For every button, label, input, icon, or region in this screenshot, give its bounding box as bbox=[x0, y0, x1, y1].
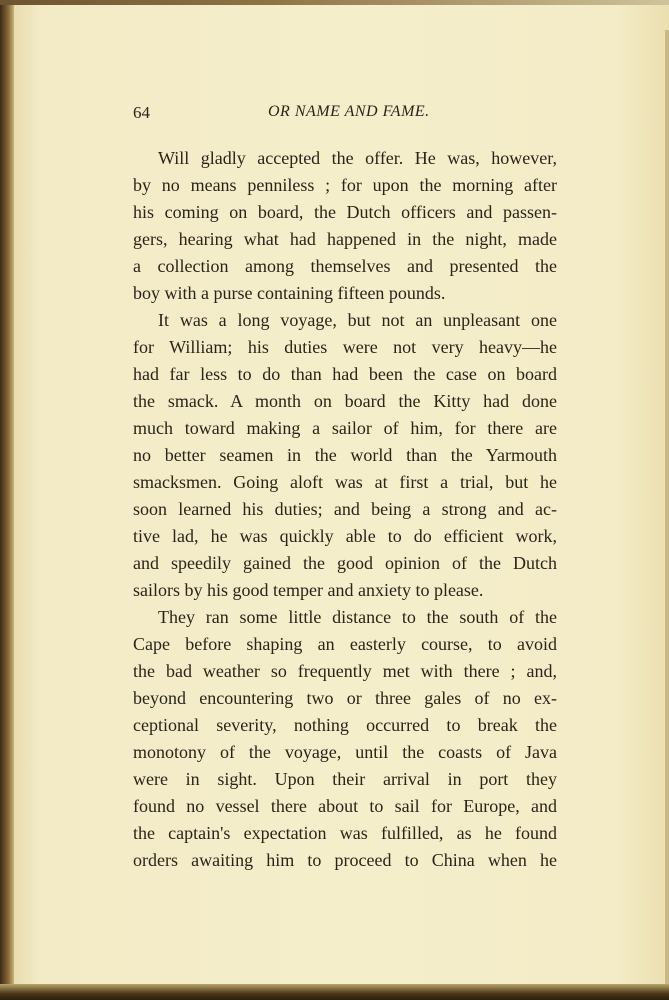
text-line: and speedily gained the good opinion of the Dutch bbox=[133, 553, 557, 573]
text-line: gers, hearing what had happened in the night, made bbox=[133, 229, 557, 249]
text-line: orders awaiting him to proceed to China when he bbox=[133, 850, 557, 870]
page-number: 64 bbox=[133, 103, 150, 122]
text-line: much toward making a sailor of him, for there are bbox=[133, 418, 557, 438]
book-binding bbox=[0, 0, 14, 1000]
text-line: monotony of the voyage, until the coasts of Java bbox=[133, 742, 557, 762]
text-line: the captain's expectation was fulfilled, as he found bbox=[133, 823, 557, 843]
text-line: for William; his duties were not very heavy—he bbox=[133, 337, 557, 357]
text-line: beyond encountering two or three gales of no ex- bbox=[133, 688, 557, 708]
text-line: sailors by his good temper and anxiety to please. bbox=[133, 580, 484, 600]
top-edge bbox=[0, 0, 669, 5]
text-line: the smack. A month on board the Kitty had done bbox=[133, 391, 557, 411]
text-line: a collection among themselves and presented the bbox=[133, 256, 557, 276]
text-line: soon learned his duties; and being a strong and ac- bbox=[133, 499, 557, 519]
text-line: Cape before shaping an easterly course, to avoid bbox=[133, 634, 557, 654]
text-line: the bad weather so frequently met with there ; and, bbox=[133, 661, 557, 681]
text-line: were in sight. Upon their arrival in port they bbox=[133, 769, 557, 789]
page-edge bbox=[665, 30, 669, 990]
text-line: had far less to do than had been the case on board bbox=[133, 364, 557, 384]
running-title: OR NAME AND FAME. bbox=[268, 103, 430, 120]
bottom-edge bbox=[0, 984, 669, 1000]
text-line: smacksmen. Going aloft was at first a trial, but he bbox=[133, 472, 557, 492]
text-line: Will gladly accepted the offer. He was, however, bbox=[158, 148, 557, 168]
text-line: by no means penniless ; for upon the morning after bbox=[133, 175, 557, 195]
text-line: boy with a purse containing fifteen pounds. bbox=[133, 283, 446, 303]
text-line: tive lad, he was quickly able to do efficient work, bbox=[133, 526, 557, 546]
text-line: They ran some little distance to the south of the bbox=[158, 607, 557, 627]
text-line: no better seamen in the world than the Yarmouth bbox=[133, 445, 557, 465]
body-text bbox=[133, 145, 557, 874]
text-line: his coming on board, the Dutch officers and passen- bbox=[133, 202, 557, 222]
text-line: ceptional severity, nothing occurred to break the bbox=[133, 715, 557, 735]
page-header bbox=[133, 103, 557, 125]
text-line: found no vessel there about to sail for Europe, and bbox=[133, 796, 557, 816]
text-line: It was a long voyage, but not an unpleasant one bbox=[158, 310, 557, 330]
